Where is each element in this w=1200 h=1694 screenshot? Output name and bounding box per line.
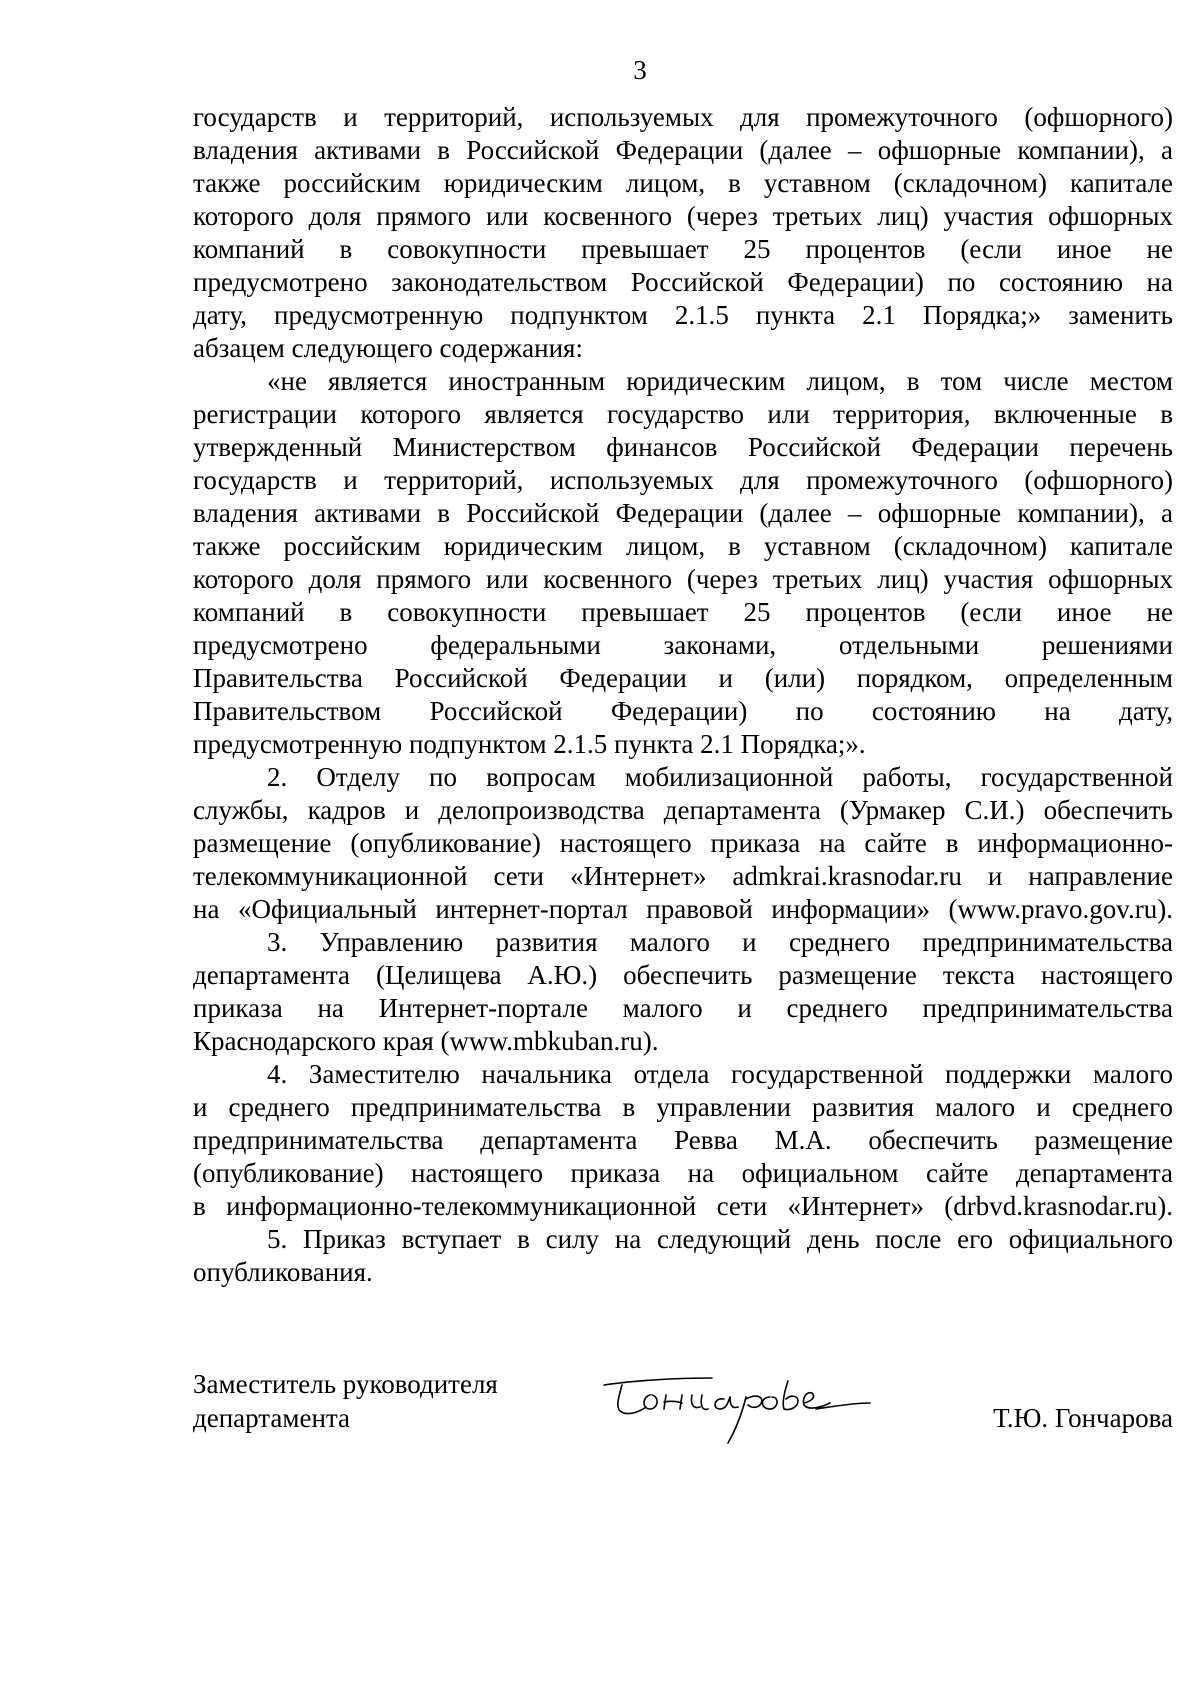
- text-line: владения активами в Российской Федерации (далее – офшорные компании), а: [193, 135, 1173, 165]
- signatory-position: [193, 1367, 498, 1435]
- text-line: также российским юридическим лицом, в уставном (складочном) капитале: [193, 531, 1173, 561]
- text-line: Правительства Российской Федерации и (или) порядком, определенным: [193, 663, 1173, 693]
- text-line: департамента (Целищева А.Ю.) обеспечить размещение текста настоящего: [193, 960, 1173, 990]
- text-line: которого доля прямого или косвенного (через третьих лиц) участия офшорных: [193, 564, 1173, 594]
- text-line: абзацем следующего содержания:: [193, 333, 583, 363]
- text-line: предусмотрено федеральными законами, отдельными решениями: [193, 630, 1173, 660]
- text-line: государств и территорий, используемых для промежуточного (офшорного): [193, 102, 1173, 132]
- text-line: владения активами в Российской Федерации (далее – офшорные компании), а: [193, 498, 1173, 528]
- signatory-position-line: Заместитель руководителя: [193, 1369, 498, 1399]
- text-line: предусмотрено законодательством Российской Федерации) по состоянию на: [193, 267, 1173, 297]
- text-line: компаний в совокупности превышает 25 процентов (если иное не: [193, 234, 1173, 264]
- text-line: компаний в совокупности превышает 25 процентов (если иное не: [193, 597, 1173, 627]
- document-body: [193, 101, 1173, 1289]
- text-line: в информационно-телекоммуникационной сети «Интернет» (drbvd.krasnodar.ru).: [193, 1191, 1173, 1221]
- signatory-name: Т.Ю. Гончарова: [993, 1403, 1173, 1433]
- signature-strokes: [604, 1378, 870, 1443]
- text-line: Правительством Российской Федерации) по состоянию на дату,: [193, 696, 1173, 726]
- paragraph-start-line: «не является иностранным юридическим лицом, в том числе местом: [267, 366, 1173, 396]
- text-line: телекоммуникационной сети «Интернет» admkrai.krasnodar.ru и направление: [193, 861, 1173, 891]
- page-number: 3: [633, 55, 647, 85]
- paragraph-start-line: 3. Управлению развития малого и среднего предпринимательства: [267, 927, 1173, 957]
- handwritten-signature: [590, 1351, 880, 1451]
- text-line: приказа на Интернет-портале малого и среднего предпринимательства: [193, 993, 1173, 1023]
- text-line: размещение (опубликование) настоящего приказа на сайте в информационно-: [193, 828, 1173, 858]
- signatory-position-line: департамента: [193, 1403, 351, 1433]
- text-line: которого доля прямого или косвенного (через третьих лиц) участия офшорных: [193, 201, 1173, 231]
- text-line: опубликования.: [193, 1257, 373, 1287]
- text-line: предусмотренную подпунктом 2.1.5 пункта 2.1 Порядка;».: [193, 729, 866, 759]
- paragraph-start-line: 2. Отделу по вопросам мобилизационной работы, государственной: [267, 762, 1173, 792]
- paragraph-start-line: 5. Приказ вступает в силу на следующий день после его официального: [267, 1224, 1173, 1254]
- text-line: государств и территорий, используемых для промежуточного (офшорного): [193, 465, 1173, 495]
- text-line: на «Официальный интернет-портал правовой информации» (www.pravo.gov.ru).: [193, 894, 1173, 924]
- text-line: также российским юридическим лицом, в уставном (складочном) капитале: [193, 168, 1173, 198]
- text-line: (опубликование) настоящего приказа на официальном сайте департамента: [193, 1158, 1173, 1188]
- text-line: Краснодарского края (www.mbkuban.ru).: [193, 1026, 659, 1056]
- text-line: и среднего предпринимательства в управлении развития малого и среднего: [193, 1092, 1173, 1122]
- text-line: службы, кадров и делопроизводства департамента (Урмакер С.И.) обеспечить: [193, 795, 1173, 825]
- text-line: дату, предусмотренную подпунктом 2.1.5 пункта 2.1 Порядка;» заменить: [193, 300, 1173, 330]
- text-line: регистрации которого является государство или территория, включенные в: [193, 399, 1173, 429]
- paragraph-start-line: 4. Заместителю начальника отдела государственной поддержки малого: [267, 1059, 1173, 1089]
- signature-block: [193, 1367, 1173, 1467]
- text-line: утвержденный Министерством финансов Российской Федерации перечень: [193, 432, 1173, 462]
- text-line: предпринимательства департамента Ревва М.А. обеспечить размещение: [193, 1125, 1173, 1155]
